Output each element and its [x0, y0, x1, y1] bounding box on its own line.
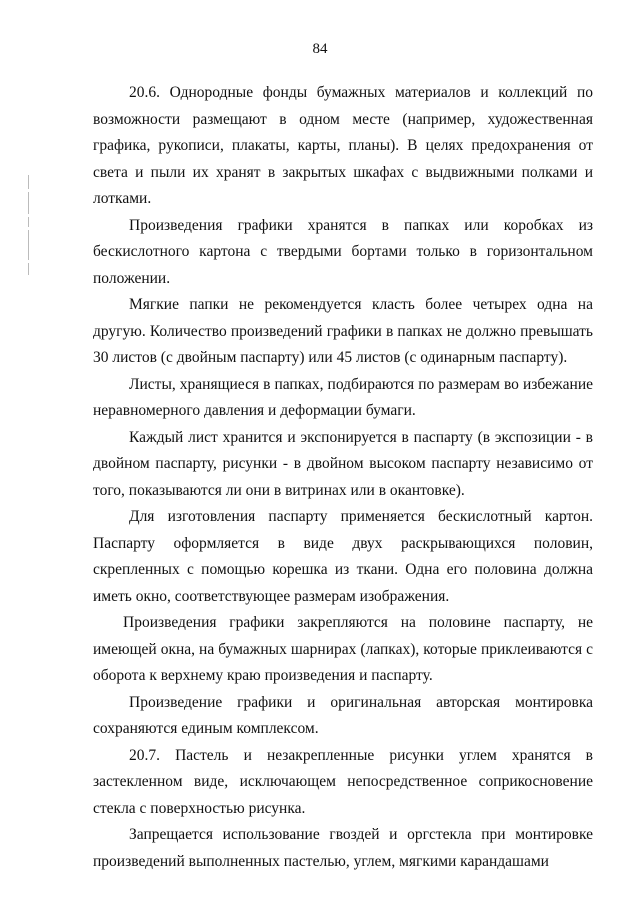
paragraph-soft-folders: Мягкие папки не рекомендуется класть более четырех одна на другую. Количество произведений графики в папках не должно превышать 30 листов (с двойным паспарту) или 45 листов (с одинарным паспарту). — [93, 296, 593, 366]
paragraph-passe-partout: Каждый лист хранится и экспонируется в паспарту (в экспозиции - в двойном паспарту, рисунки - в двойном высоком паспарту независимо от того, показываются ли они в витринах или в окантовке). — [93, 428, 593, 499]
document-body — [93, 80, 593, 875]
paragraph-prohibition: Запрещается использование гвоздей и оргстекла при монтировке произведений выполненных пастелью, углем, мягкими карандашами — [93, 826, 593, 870]
margin-scan-mark — [28, 175, 38, 295]
paragraph-sheet-sizes: Листы, хранящиеся в папках, подбираются по размерам во избежание неравномерного давления и деформации бумаги. — [93, 375, 593, 419]
paragraph-20-7: 20.7. Пастель и незакрепленные рисунки углем хранятся в застекленном виде, исключающем непосредственное соприкосновение стекла с поверхностью рисунка. — [93, 746, 593, 817]
paragraph-mounting: Произведения графики закрепляются на половине паспарту, не имеющей окна, на бумажных шарнирах (лапках), которые приклеиваются с оборота к верхнему краю произведения и паспарту. — [93, 614, 593, 684]
paragraph-original-mount: Произведение графики и оригинальная авторская монтировка сохраняются единым комплексом. — [93, 693, 593, 737]
page-number: 84 — [312, 41, 328, 57]
paragraph-passe-partout-making: Для изготовления паспарту применяется бескислотный картон. Паспарту оформляется в виде двух раскрывающихся половин, скрепленных с помощью корешка из ткани. Одна его половина должна иметь окно, соответствующее размерам изображения. — [93, 508, 593, 605]
paragraph-20-6: 20.6. Однородные фонды бумажных материалов и коллекций по возможности размещают в одном месте (например, художественная графика, рукописи, плакаты, карты, планы). В целях предохранения от света и пыли их хранят в закрытых шкафах с выдвижными полками и лотками. — [93, 84, 593, 207]
paragraph-graphics-storage: Произведения графики хранятся в папках или коробках из бескислотного картона с твердыми бортами только в горизонтальном положении. — [93, 216, 593, 287]
